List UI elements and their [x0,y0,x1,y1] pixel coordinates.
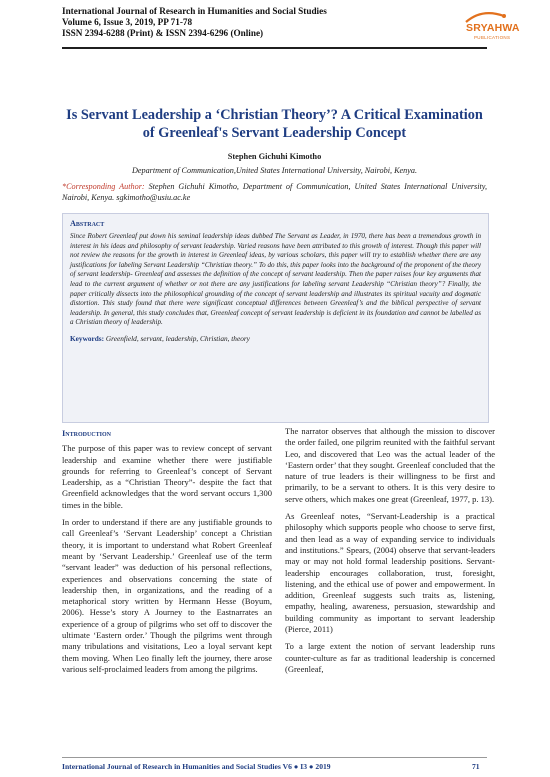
intro-heading: Introduction [62,428,111,438]
paragraph: The narrator observes that although the mission to discover the order failed, one pilgrim reunited with the faithful servant Leo, and discovered that Leo was the actual leader of the ‘Eastern order’ that they sought. Greenleaf concluded that the nature of true leaders is their willingness to be first and primarily, to be a servant to others. It is this very desire to serve others, which makes one great (Greenleaf, 1977, p. 13). [285,426,495,504]
abstract-heading: Abstract [70,219,105,228]
paragraph: The purpose of this paper was to review concept of servant leadership and examine whether there were justifiable grounds for referring to Greenleaf’s concept of Servant Leadership, as a “Christian Theory”- despite the fact that Greenfield acknowledges that the word servant occurs 1,300 times in the bible. [62,443,272,510]
keywords-list: Greenfield, servant, leadership, Christian, theory [105,333,250,343]
abstract-box [62,213,489,423]
header-divider [62,47,487,49]
corresponding-label: *Corresponding Author: [62,182,145,191]
footer-journal: International Journal of Research in Humanities and Social Studies V6 ● I3 ● 2019 [62,762,331,771]
journal-issn: ISSN 2394-6288 (Print) & ISSN 2394-6296 (Online) [62,28,264,38]
footer-divider [62,757,487,758]
author-affiliation: Department of Communication,United States International University, Nairobi, Kenya. [131,166,418,175]
paper-author: Stephen Gichuhi Kimotho [227,152,322,161]
abstract-text: Since Robert Greenleaf put down his seminal leadership ideas dubbed The Servant as Leader, in 1970, there has been a tremendous growth in interest in his ideas and philosophy of servant leadership. Varied reasons have been attributed to this growth of interest. Though this paper will not review the reasons for the growth in interest in Greenleaf ideas, by various scholars, this paper will try to establish whether there are any justifications for labeling Servant Leadership “Christian theory.” To do this, this paper looks into the background of the proponent of the theory of servant leadership- Greenleaf and assesses the definition of the concept of servant leadership. Then the paper raises four key arguments that lead to the current argument of whether or not there are any justifications for labeling servant Leadership “Christian theory”? Finally, the paper critically dissects into the philosophical grounding of the concept of servant leadership and illustrates its spiritual vacuity and dogmatic distortion. This study found that there were significant conceptual differences between Greenleaf’s and the biblical perspective of servant leadership. In general, this study concludes that, Greenleaf concept of servant leadership is deficient in its foundation and cannot be labelled as a Christian theory of leadership. [70,232,481,327]
keywords-label: Keywords: [70,333,105,343]
paper-title: Is Servant Leadership a ‘Christian Theory’? A Critical Examination of Greenleaf's Servant Leadership Concept [66,107,483,141]
logo-text: SRYAHWA [466,22,520,34]
body-column-left [62,428,272,681]
paragraph: To a large extent the notion of servant leadership runs counter-culture as far as traditional leadership is concerned (Greenleaf, [285,641,495,674]
paragraph: In order to understand if there are any justifiable grounds to call Greenleaf’s ‘Servant Leadership’ concept a Christian theory, it is important to understand what Robert Greenleaf meant by ‘Servant Leadership.’ Greenleaf use of the term “servant leader” was deduction of his personal reflections, experiences and observations concerning the state of leadership then, in organizations, and the reading of a metaphorical story written by Hermann Hesse (Boyum, 2006). Hesse’s story A Journey to the Eastnarrates an experience of a group of pilgrims who set off to discover the ultimate ‘Eastern order.’ Though the pilgrims went through many tribulations and visitations, Leo a loyal servant kept them moving. When Leo finally left the journey, there arose various self-proclaimed leaders from among the pilgrims. [62,517,272,674]
journal-volume: Volume 6, Issue 3, 2019, PP 71-78 [62,17,193,27]
page-number: 71 [472,762,480,771]
keywords [70,334,481,343]
corresponding-text: Stephen Gichuhi Kimotho, Department of Communication, United States International University, Nairobi, Kenya. sgkimotho@usiu.ac.ke [62,182,488,202]
journal-name: International Journal of Research in Humanities and Social Studies [62,6,327,16]
publisher-logo [452,10,520,44]
logo-subtext: PUBLICATIONS [474,35,511,40]
journal-header [62,6,492,39]
corresponding-author [62,181,487,203]
body-column-right [285,426,495,681]
paragraph: As Greenleaf notes, “Servant-Leadership is a practical philosophy which supports people who choose to serve first, and then lead as a way of expanding service to individuals and institutions.” Spears, (2004) observe that servant-leaders may or may not hold formal leadership positions. Servant-leadership encourages collaboration, trust, foresight, listening, and the ethical use of power and empowerment. In addition, Greenleaf suggests such traits as, listening, empathy, healing, awareness, persuasion, stewardship and building community as important to servant leadership (Pierce, 2011) [285,511,495,635]
